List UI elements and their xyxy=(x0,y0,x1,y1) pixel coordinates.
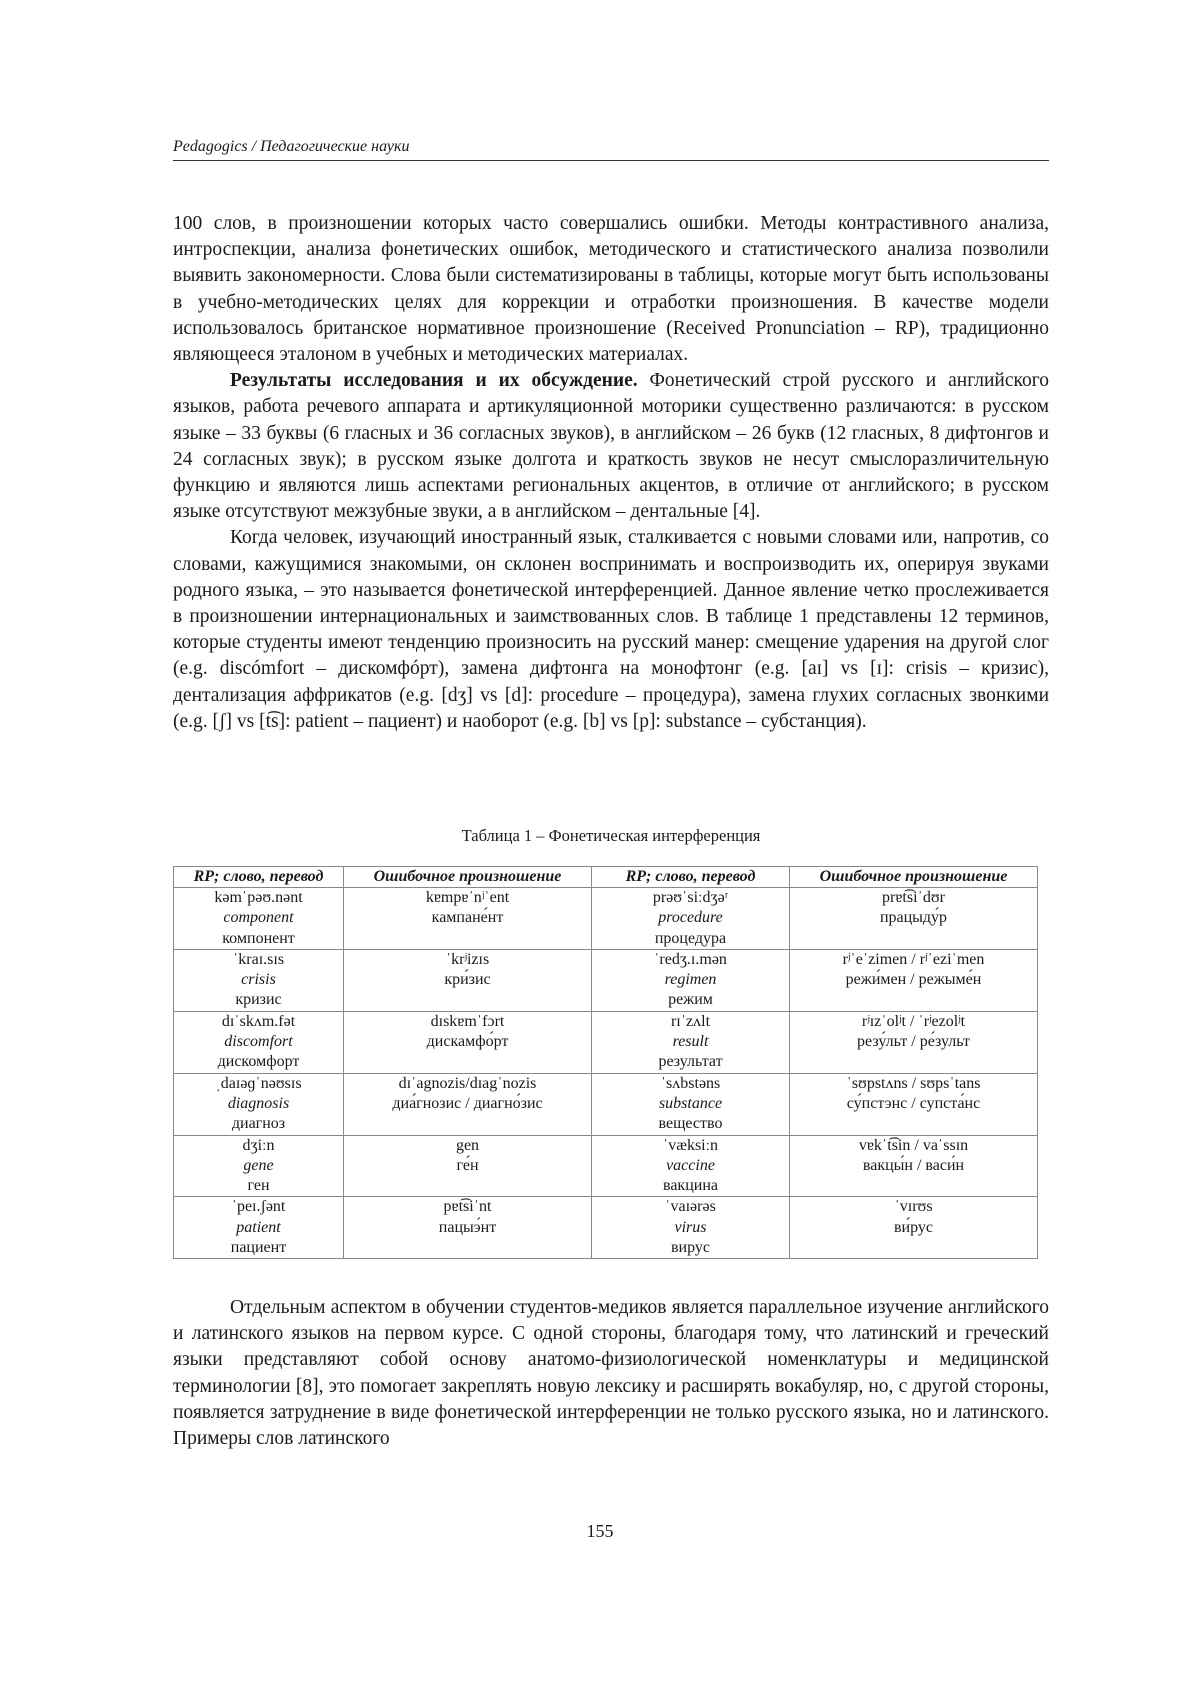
russian-translation: резу́льт / ре́зульт xyxy=(857,1033,970,1051)
english-word: regimen xyxy=(664,971,717,989)
cell-rp xyxy=(174,1197,344,1259)
transcription: ˈkrʲizɪs xyxy=(445,950,490,968)
paragraph-3: Когда человек, изучающий иностранный язык, сталкивается с новыми словами или, напротив, со словами, кажущимися знакомыми, он склонен воспринимать и воспроизводить их, оперируя звуками родного языка, – это называется фонетической интерференцией. Данное явление четко прослеживается в произношении интернациональных и заимствованных слов. В таблице 1 представлены 12 терминов, которые студенты имеют тенденцию произносить на русский манер: смещение ударения на другой слог (e.g. discómfort – дискомфóрт), замена дифтонга на монофтонг (e.g. [aɪ] vs [ɪ]: crisis – кризис), дентализация аффрикатов (e.g. [dʒ] vs [d]: procedure – процедура), замена глухих согласных звонкими (e.g. [ʃ] vs [t͡s]: patient – пациент) и наоборот (e.g. [b] vs [p]: substance – субстанция). xyxy=(173,527,1049,732)
transcription: rʲɪzˈolʲt / ˈrʲezolʲt xyxy=(861,1012,966,1030)
cell-error xyxy=(344,1197,592,1259)
cell-error xyxy=(344,1073,592,1135)
cell-error xyxy=(790,1135,1038,1197)
russian-translation: диагноз xyxy=(231,1115,286,1133)
header-rp-1: RP; слово, перевод xyxy=(174,867,344,888)
english-word: gene xyxy=(243,1156,274,1174)
transcription: ˈvɪrʊs xyxy=(894,1198,933,1216)
transcription: dʒiːn xyxy=(242,1136,275,1154)
table-row xyxy=(174,1197,1038,1259)
english-word: discomfort xyxy=(224,1033,293,1051)
cell-rp xyxy=(592,1073,790,1135)
cell-rp xyxy=(592,1135,790,1197)
phonetic-interference-table xyxy=(173,866,1038,1259)
russian-translation: вакцы́н / васи́н xyxy=(862,1156,965,1174)
transcription: dɪˈskʌm.fət xyxy=(221,1012,296,1030)
transcription: prɐt͡siˈdʊr xyxy=(882,889,945,906)
russian-translation: ви́рус xyxy=(893,1218,933,1236)
transcription: prəʊˈsiːdʒəʳ xyxy=(652,889,729,906)
cell-error xyxy=(790,1011,1038,1073)
russian-translation: вещество xyxy=(658,1115,723,1133)
russian-translation: пациент xyxy=(230,1239,287,1257)
cell-error xyxy=(344,949,592,1011)
english-word: procedure xyxy=(658,909,723,927)
body-text-bottom xyxy=(173,1295,1049,1452)
russian-translation: компонент xyxy=(222,929,295,947)
transcription: rʲˈeˈzimen / rʲˈeziˈmen xyxy=(842,950,985,968)
table-row xyxy=(174,1073,1038,1135)
english-word: diagnosis xyxy=(227,1094,290,1112)
transcription: dɪˈagnozis/dɪagˈnozis xyxy=(398,1074,537,1092)
body-text-top xyxy=(173,211,1049,735)
cell-error xyxy=(344,888,592,950)
table-row xyxy=(174,1011,1038,1073)
russian-translation: кри́зис xyxy=(444,971,491,989)
cell-rp xyxy=(592,1011,790,1073)
paragraph-1: 100 слов, в произношении которых часто совершались ошибки. Методы контрастивного анализа, интроспекции, анализа фонетических ошибок, методического и статистического анализа позволили выявить закономерности. Слова были систематизированы в таблицы, которые могут быть использованы в учебно-методических целях для коррекции и отработки произношения. В качестве модели использовалось британское нормативное произношение (Received Pronunciation – RP), традиционно являющееся эталоном в учебных и методических материалах. xyxy=(173,213,1049,366)
cell-error xyxy=(790,888,1038,950)
cell-rp xyxy=(592,1197,790,1259)
transcription: ˌdaɪəɡˈnəʊsɪs xyxy=(215,1074,302,1092)
cell-rp xyxy=(592,949,790,1011)
table-row xyxy=(174,949,1038,1011)
cell-rp xyxy=(174,1135,344,1197)
english-word: substance xyxy=(658,1094,723,1112)
header-rp-2: RP; слово, перевод xyxy=(592,867,790,888)
russian-translation: режи́мен / режыме́н xyxy=(845,971,982,989)
russian-translation: вакцина xyxy=(662,1177,718,1195)
transcription: vɐkˈt͡sin / vaˈssɪn xyxy=(858,1136,969,1154)
transcription: kəmˈpəʊ.nənt xyxy=(214,889,303,906)
table-row xyxy=(174,888,1038,950)
running-header: Pedagogics / Педагогические науки xyxy=(173,138,1049,161)
english-word: result xyxy=(672,1033,709,1051)
paragraph-bold-lead: Результаты исследования и их обсуждение. xyxy=(230,370,638,392)
transcription: rɪˈzʌlt xyxy=(670,1012,711,1030)
cell-error xyxy=(790,1073,1038,1135)
transcription: ˈkraɪ.sɪs xyxy=(232,950,285,968)
russian-translation: пацыэ́нт xyxy=(438,1218,497,1236)
english-word: virus xyxy=(674,1218,707,1236)
russian-translation: ге́н xyxy=(456,1156,479,1174)
table-header-row xyxy=(174,867,1038,888)
russian-translation: кризис xyxy=(235,991,282,1009)
russian-translation: вирус xyxy=(670,1239,710,1257)
english-word: component xyxy=(223,909,294,927)
russian-translation: кампане́нт xyxy=(431,909,504,927)
russian-translation: ген xyxy=(247,1177,270,1195)
transcription: kɐmpɐˈnʲˈent xyxy=(425,889,510,906)
cell-error xyxy=(790,1197,1038,1259)
cell-error xyxy=(790,949,1038,1011)
transcription: ˈredʒ.ɪ.mən xyxy=(654,950,727,968)
transcription: gen xyxy=(455,1136,480,1154)
header-error-2: Ошибочное произношение xyxy=(790,867,1038,888)
table-row xyxy=(174,1135,1038,1197)
page-number: 155 xyxy=(586,1521,614,1541)
cell-rp xyxy=(174,949,344,1011)
russian-translation: режим xyxy=(668,991,713,1009)
russian-translation: процедура xyxy=(654,929,727,947)
transcription: dɪskɐmˈfɔrt xyxy=(430,1012,505,1030)
transcription: ˈvæksiːn xyxy=(662,1136,719,1154)
paragraph-4: Отдельным аспектом в обучении студентов-медиков является параллельное изучение английского и латинского языков на первом курсе. С одной стороны, благодаря тому, что латинский и греческий языки представляют собой основу анатомо-физиологической номенклатуры и медицинской терминологии [8], это помогает закреплять новую лексику и расширять вокабуляр, но, с другой стороны, появляется затруднение в виде фонетической интерференции не только русского языка, но и латинского. Примеры слов латинского xyxy=(173,1297,1049,1450)
paragraph-2: Результаты исследования и их обсуждение. Фонетический строй русского и английского языков, работа речевого аппарата и артикуляционной моторики существенно различаются: в русском языке – 33 буквы (6 гласных и 36 согласных звуков), в английском – 26 букв (12 гласных, 8 дифтонгов и 24 согласных звук); в русском языке долгота и краткость звуков не несут смыслоразличительную функцию и являются лишь аспектами региональных акцентов, в отличие от английского; в русском языке отсутствуют межзубные звуки, а в английском – дентальные [4]. xyxy=(173,370,1049,523)
cell-error xyxy=(344,1135,592,1197)
cell-error xyxy=(344,1011,592,1073)
russian-translation: працыду́р xyxy=(879,909,948,927)
transcription: ˈvaɪərəs xyxy=(665,1198,716,1216)
english-word: vaccine xyxy=(666,1156,715,1174)
cell-rp xyxy=(174,888,344,950)
russian-translation: дискамфо́рт xyxy=(426,1033,509,1051)
cell-rp xyxy=(174,1073,344,1135)
transcription: pɐt͡siˈnt xyxy=(443,1198,492,1216)
russian-translation: результат xyxy=(658,1053,723,1071)
cell-rp xyxy=(174,1011,344,1073)
english-word: patient xyxy=(236,1218,281,1236)
english-word: crisis xyxy=(241,971,276,989)
header-error-1: Ошибочное произношение xyxy=(344,867,592,888)
table-caption: Таблица 1 – Фонетическая интерференция xyxy=(461,826,761,845)
russian-translation: су́пстэнс / супста́нс xyxy=(846,1094,981,1112)
cell-rp xyxy=(592,888,790,950)
russian-translation: дискомфорт xyxy=(217,1053,300,1071)
transcription: ˈsʊpstʌns / sʊpsˈtans xyxy=(846,1074,981,1092)
transcription: ˈsʌbstəns xyxy=(660,1074,721,1092)
russian-translation: диа́гнозис / диагно́зис xyxy=(392,1094,543,1112)
transcription: ˈpeɪ.ʃənt xyxy=(231,1198,286,1216)
